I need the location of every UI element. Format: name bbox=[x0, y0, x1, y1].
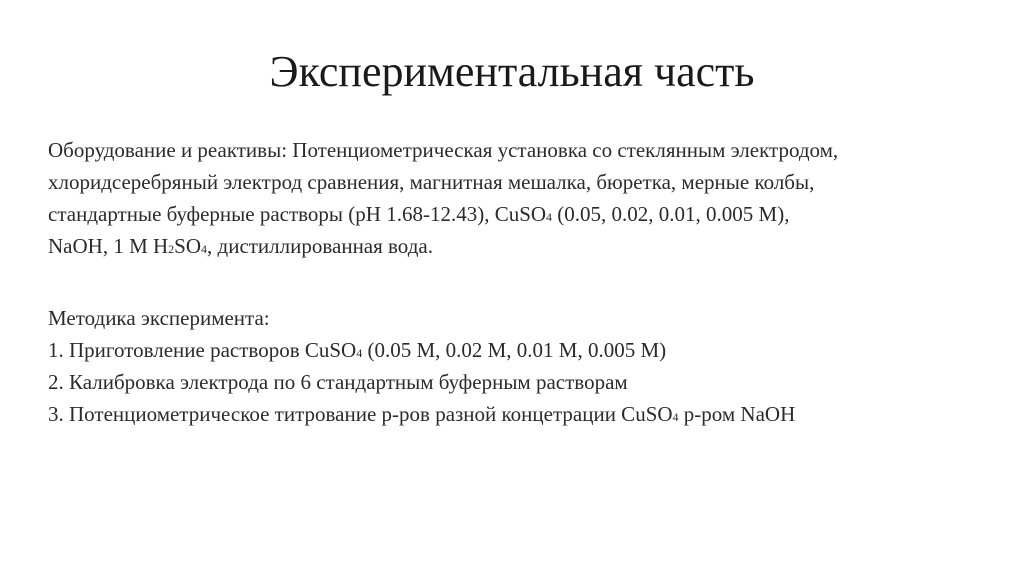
equipment-text-3b: (0.05, 0.02, 0.01, 0.005 M), bbox=[552, 202, 790, 226]
paragraph-gap bbox=[48, 262, 1008, 302]
equipment-line-3 bbox=[48, 198, 1008, 230]
subscript: 4 bbox=[672, 410, 679, 424]
method-step-3-text-b: р-ром NaOH bbox=[678, 402, 796, 426]
subscript: 2 bbox=[168, 242, 175, 256]
equipment-text-3a: стандартные буферные растворы (pH 1.68-12.43), CuSO bbox=[48, 202, 547, 226]
slide-title: Экспериментальная часть bbox=[269, 47, 755, 96]
method-heading: Методика эксперимента: bbox=[48, 306, 270, 330]
equipment-line-2: хлоридсеребряный электрод сравнения, магнитная мешалка, бюретка, мерные колбы, bbox=[48, 170, 815, 194]
method-step-1-text-a: 1. Приготовление растворов CuSO bbox=[48, 338, 357, 362]
equipment-text-4a: NaOH, 1 M H bbox=[48, 234, 169, 258]
slide-body bbox=[48, 134, 1008, 430]
subscript: 4 bbox=[201, 242, 208, 256]
subscript: 4 bbox=[546, 210, 553, 224]
method-step-1 bbox=[48, 334, 1008, 366]
method-step-1-text-b: (0.05 M, 0.02 M, 0.01 M, 0.005 M) bbox=[362, 338, 667, 362]
method-step-2: 2. Калибровка электрода по 6 стандартным буферным растворам bbox=[48, 370, 628, 394]
method-step-3-text-a: 3. Потенциометрическое титрование р-ров разной концетрации CuSO bbox=[48, 402, 673, 426]
method-step-3 bbox=[48, 398, 1008, 430]
equipment-text-4c: , дистиллированная вода. bbox=[207, 234, 433, 258]
equipment-line-1 bbox=[48, 134, 1008, 166]
equipment-text-1: Потенциометрическая установка со стеклянным электродом, bbox=[292, 138, 839, 162]
subscript: 4 bbox=[356, 346, 363, 360]
equipment-line-4 bbox=[48, 230, 1008, 262]
equipment-label: Оборудование и реактивы: bbox=[48, 138, 293, 162]
equipment-text-4b: SO bbox=[174, 234, 202, 258]
